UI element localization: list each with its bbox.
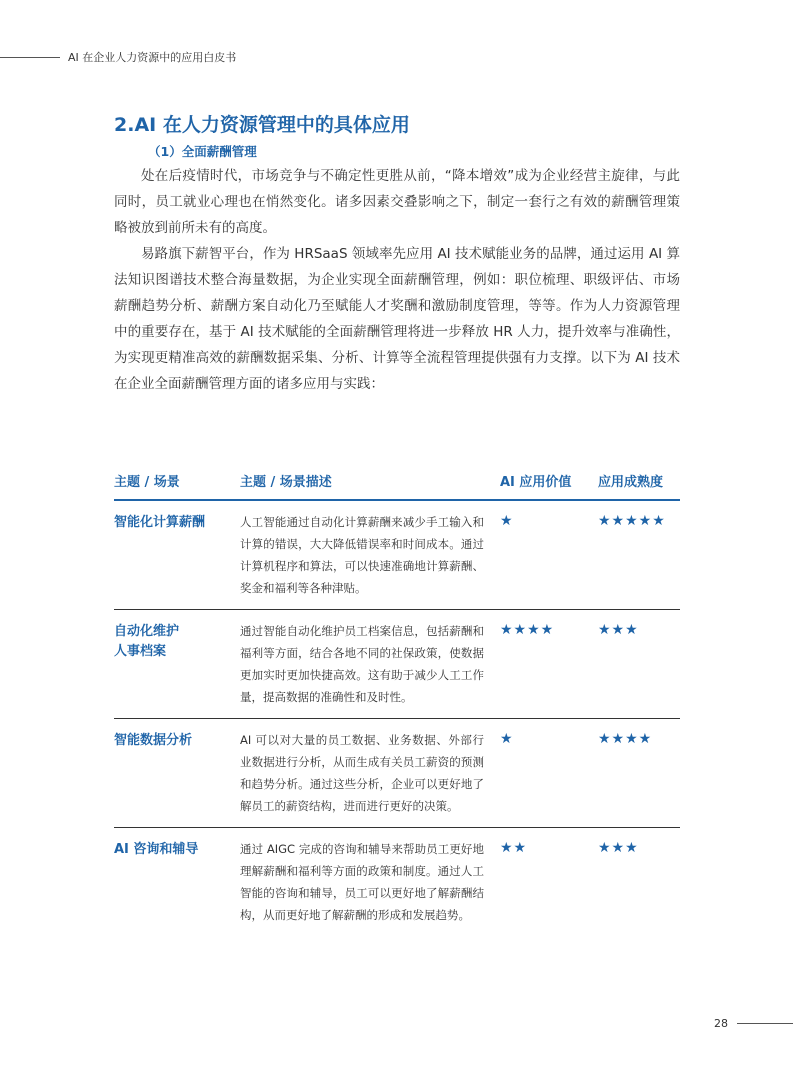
maturity-stars: ★★★★★ xyxy=(598,513,666,529)
row-topic: 智能化计算薪酬 xyxy=(114,515,206,530)
application-table xyxy=(114,465,680,936)
table-row xyxy=(114,610,680,719)
row-description: 通过 AIGC 完成的咨询和辅导来帮助员工更好地理解薪酬和福利等方面的政策和制度。通过人工智能的咨询和辅导，员工可以更好地了解薪酬结构，从而更好地了解薪酬的形成和发展趋势。 xyxy=(240,842,484,922)
header-topic: 主题 / 场景 xyxy=(114,475,180,490)
ai-value-stars: ★★★★ xyxy=(500,622,555,638)
header-description: 主题 / 场景描述 xyxy=(240,475,332,490)
ai-value-stars: ★★ xyxy=(500,840,528,856)
section-subtitle: （1）全面薪酬管理 xyxy=(148,144,257,159)
row-description: 人工智能通过自动化计算薪酬来减少手工输入和计算的错误，大大降低错误率和时间成本。通过计算机程序和算法，可以快速准确地计算薪酬、奖金和福利等各种津贴。 xyxy=(240,515,484,595)
paragraph: 处在后疫情时代，市场竞争与不确定性更胜从前，“降本增效”成为企业经营主旋律，与此同时，员工就业心理也在悄然变化。诸多因素交叠影响之下，制定一套行之有效的薪酬管理策略被放到前所未有的高度。 xyxy=(114,168,680,236)
header-rule xyxy=(0,57,60,58)
header-ai-value: AI 应用价值 xyxy=(500,475,572,490)
paragraph: 易路旗下薪智平台，作为 HRSaaS 领域率先应用 AI 技术赋能业务的品牌，通过运用 AI 算法知识图谱技术整合海量数据，为企业实现全面薪酬管理，例如：职位梳理、职级评估、市场薪酬趋势分析、薪酬方案自动化乃至赋能人才奖酬和激励制度管理，等等。作为人力资源管理中的重要存在，基于 AI 技术赋能的全面薪酬管理将进一步释放 HR 人力，提升效率与准确性，为实现更精准高效的薪酬数据采集、分析、计算等全流程管理提供强有力支撑。以下为 AI 技术在企业全面薪酬管理方面的诸多应用与实践： xyxy=(114,246,680,392)
table-row xyxy=(114,828,680,936)
maturity-stars: ★★★★ xyxy=(598,731,653,747)
footer-rule xyxy=(737,1023,793,1024)
row-topic: 智能数据分析 xyxy=(114,733,193,748)
table-header xyxy=(114,465,680,501)
row-description: AI 可以对大量的员工数据、业务数据、外部行业数据进行分析，从而生成有关员工薪资的预测和趋势分析。通过这些分析，企业可以更好地了解员工的薪资结构，进而进行更好的决策。 xyxy=(240,733,484,813)
row-topic: AI 咨询和辅导 xyxy=(114,842,199,857)
row-description: 通过智能自动化维护员工档案信息，包括薪酬和福利等方面，结合各地不同的社保政策，使数据更加实时更加快捷高效。这有助于减少人工工作量，提高数据的准确性和及时性。 xyxy=(240,624,484,704)
maturity-stars: ★★★ xyxy=(598,840,639,856)
running-title: AI 在企业人力资源中的应用白皮书 xyxy=(68,51,237,64)
section-title: 2.AI 在人力资源管理中的具体应用 xyxy=(114,114,410,136)
ai-value-stars: ★ xyxy=(500,513,514,529)
table-row xyxy=(114,719,680,828)
ai-value-stars: ★ xyxy=(500,731,514,747)
page-number: 28 xyxy=(714,1017,728,1030)
body-text xyxy=(114,163,680,397)
header-maturity: 应用成熟度 xyxy=(598,475,664,490)
maturity-stars: ★★★ xyxy=(598,622,639,638)
table-row xyxy=(114,501,680,610)
row-topic: 自动化维护 人事档案 xyxy=(114,624,180,659)
